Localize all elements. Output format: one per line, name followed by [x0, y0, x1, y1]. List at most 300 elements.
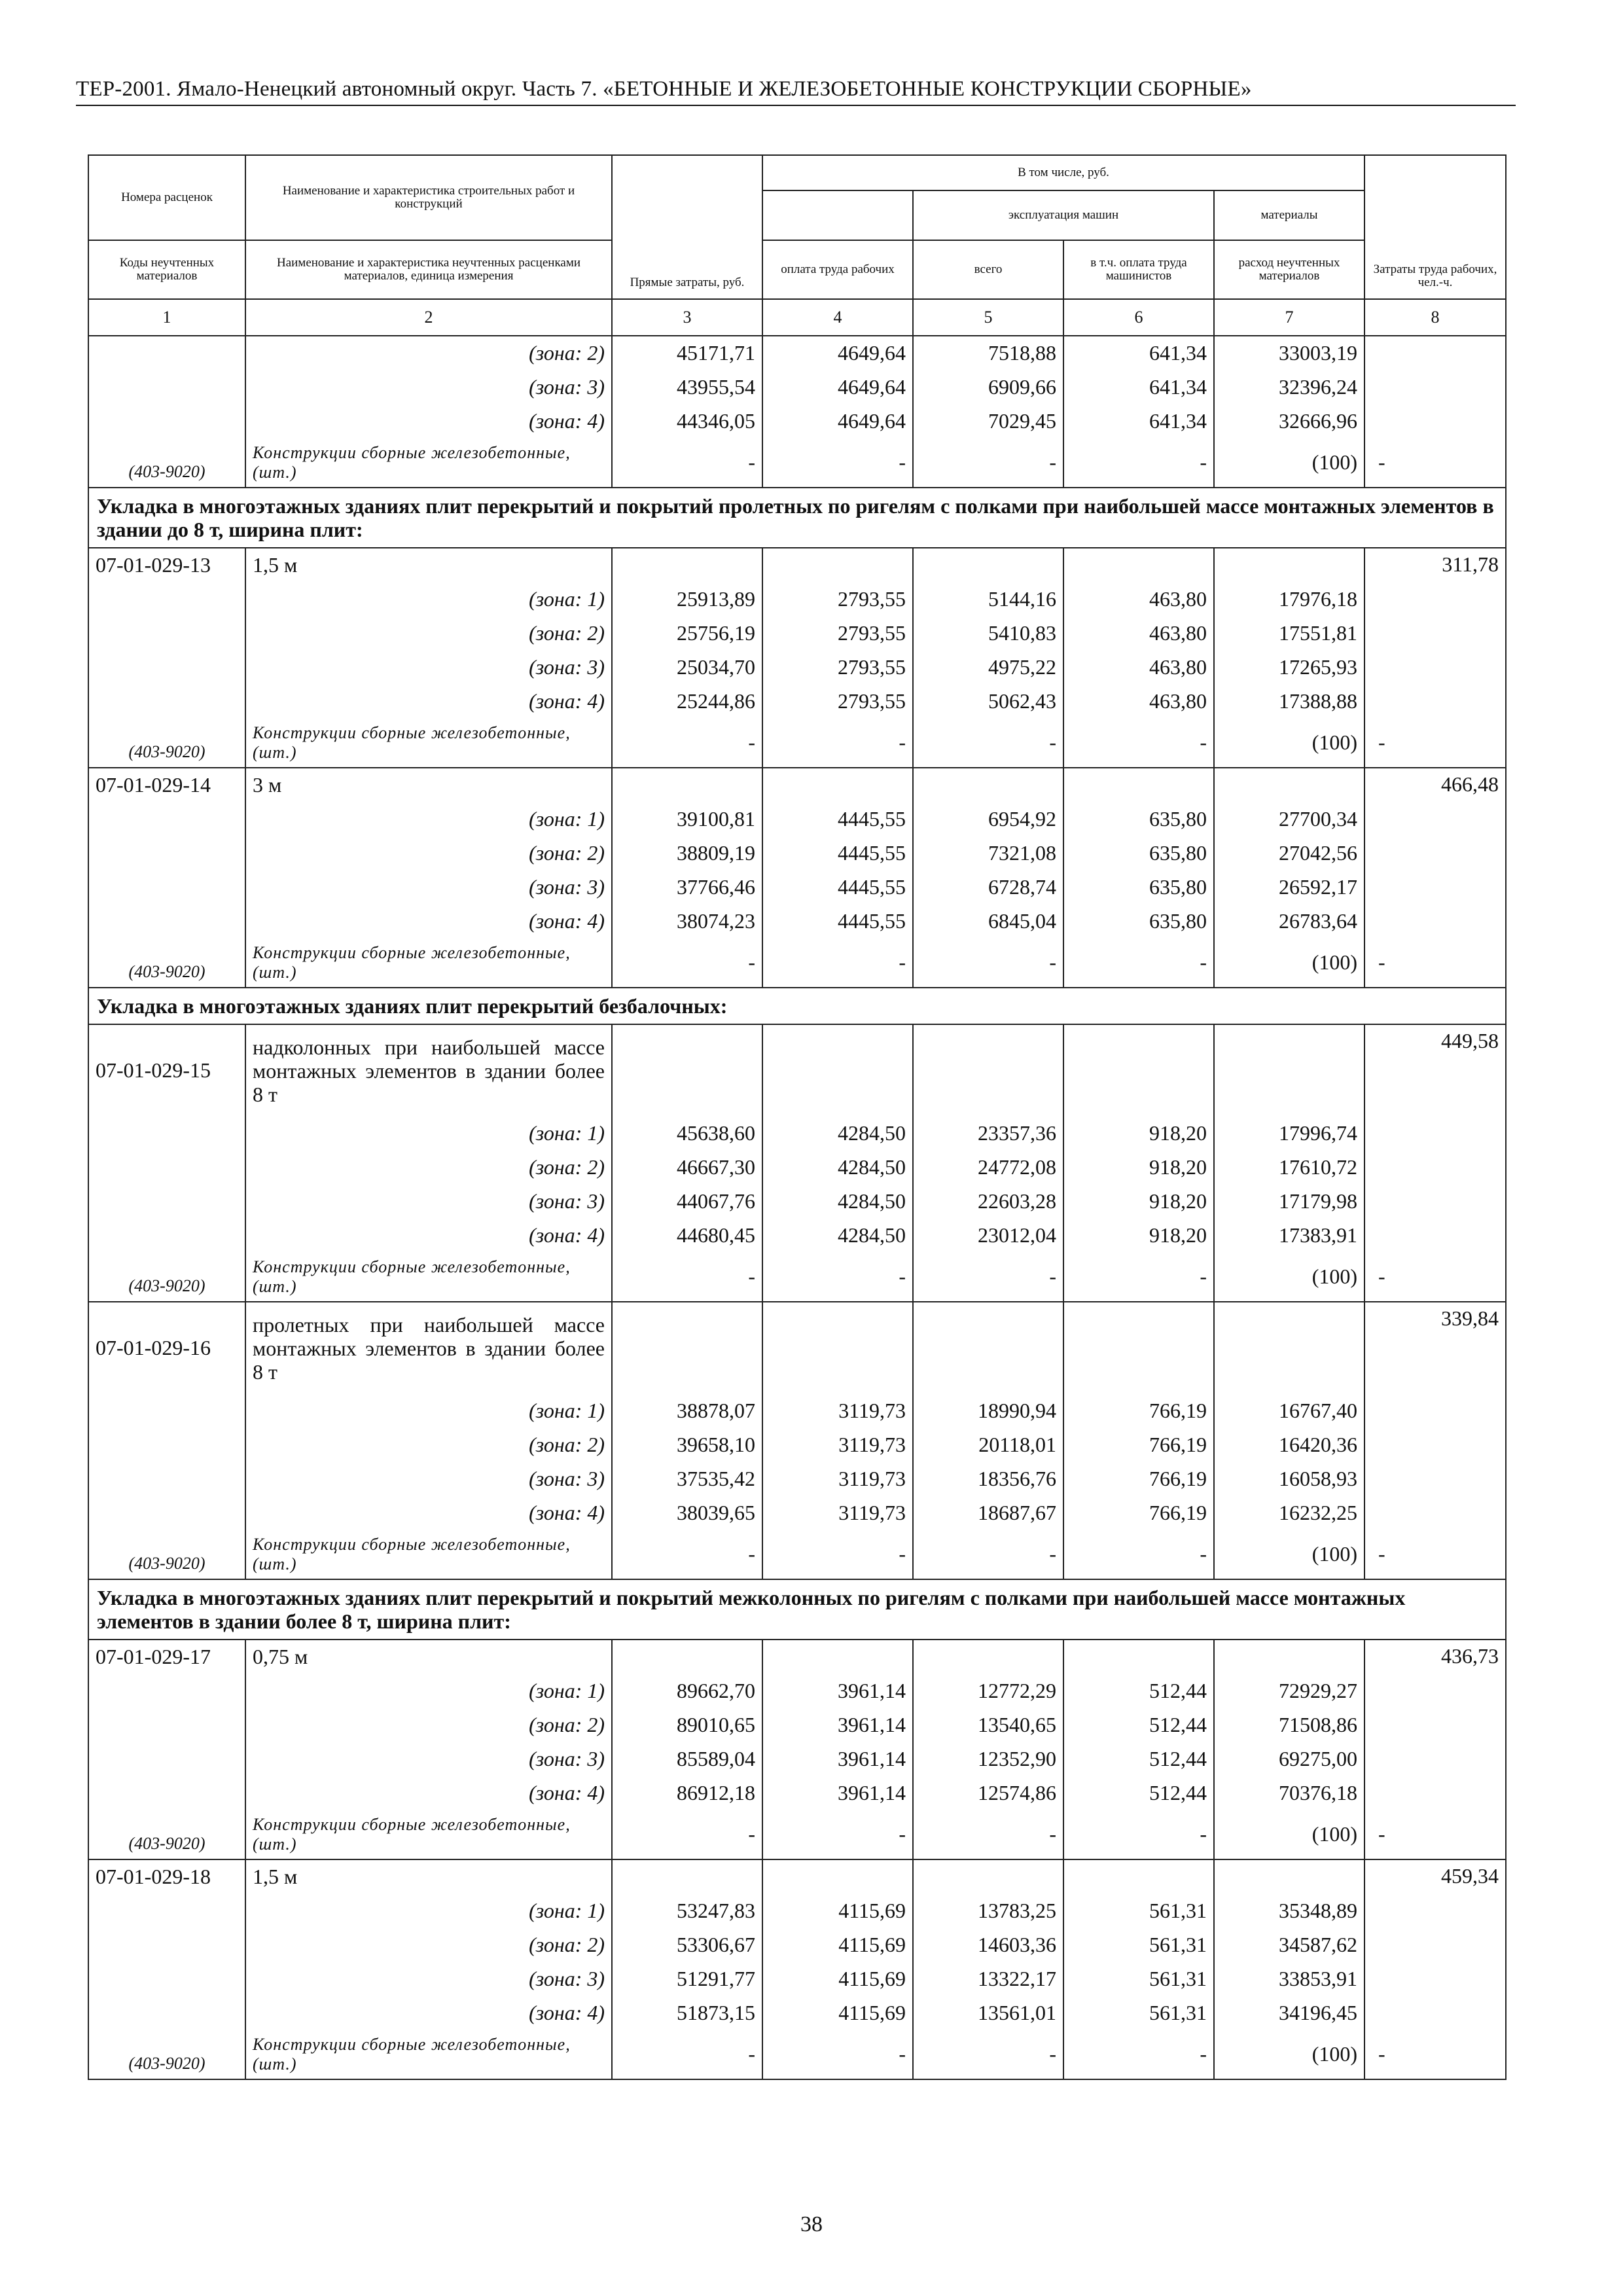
value-cell: 3961,14 — [762, 1674, 913, 1708]
item-code: 07-01-029-16 — [88, 1302, 245, 1393]
value-cell: 512,44 — [1063, 1742, 1214, 1776]
dash-cell: - — [1063, 718, 1214, 768]
value-cell: 3961,14 — [762, 1708, 913, 1742]
zone-label: (зона: 2) — [245, 616, 612, 650]
dash-cell: - — [1364, 938, 1506, 988]
dash-cell: - — [762, 2030, 913, 2079]
dash-cell: - — [762, 438, 913, 488]
value-cell: 4284,50 — [762, 1150, 913, 1184]
empty-cell — [88, 802, 245, 836]
material-code: (403-9020) — [88, 1252, 245, 1302]
value-cell: 7029,45 — [913, 404, 1063, 438]
dash-cell: - — [1063, 938, 1214, 988]
empty-cell — [913, 1859, 1063, 1893]
header-machines: эксплуатация машин — [913, 190, 1214, 240]
value-cell: 44346,05 — [612, 404, 762, 438]
header-col5: всего — [913, 240, 1063, 299]
zone-label: (зона: 1) — [245, 1893, 612, 1928]
material-row — [88, 938, 1506, 988]
value-cell: 37535,42 — [612, 1462, 762, 1496]
zone-label: (зона: 1) — [245, 1393, 612, 1427]
dash-cell: - — [1364, 718, 1506, 768]
value-cell: 918,20 — [1063, 1116, 1214, 1150]
section-title: Укладка в многоэтажных зданиях плит перекрытий и покрытий пролетных по ригелям с полками при наибольшей массе монтажных элементов в здании до 8 т, ширина плит: — [88, 488, 1506, 548]
value-cell: 17179,98 — [1214, 1184, 1364, 1218]
empty-cell — [88, 1462, 245, 1496]
value-cell: 17383,91 — [1214, 1218, 1364, 1252]
empty-cell — [1364, 802, 1506, 836]
empty-cell — [88, 1776, 245, 1810]
value-cell: 34587,62 — [1214, 1928, 1364, 1962]
header-including: В том числе, руб. — [762, 155, 1364, 190]
zone-label: (зона: 4) — [245, 404, 612, 438]
zone-label: (зона: 2) — [245, 836, 612, 870]
value-cell: 766,19 — [1063, 1427, 1214, 1462]
value-cell: 43955,54 — [612, 370, 762, 404]
header-materials: материалы — [1214, 190, 1364, 240]
zone-label: (зона: 2) — [245, 336, 612, 370]
dash-cell: - — [913, 718, 1063, 768]
value-cell: 918,20 — [1063, 1218, 1214, 1252]
zone-label: (зона: 4) — [245, 1776, 612, 1810]
material-row — [88, 438, 1506, 488]
empty-cell — [88, 370, 245, 404]
zone-label: (зона: 4) — [245, 1996, 612, 2030]
value-cell: 27700,34 — [1214, 802, 1364, 836]
dash-cell: - — [612, 938, 762, 988]
value-cell: 766,19 — [1063, 1393, 1214, 1427]
table-row — [88, 1427, 1506, 1462]
page-number: 38 — [800, 2212, 823, 2236]
item-name: пролетных при наибольшей массе монтажных элементов в здании более 8 т — [245, 1302, 612, 1393]
value-cell: 17976,18 — [1214, 582, 1364, 616]
item-name: надколонных при наибольшей массе монтажных элементов в здании более 8 т — [245, 1024, 612, 1116]
value-cell: 512,44 — [1063, 1674, 1214, 1708]
value-cell: 86912,18 — [612, 1776, 762, 1810]
value-cell: 2793,55 — [762, 684, 913, 718]
empty-cell — [1214, 1024, 1364, 1116]
value-cell: 918,20 — [1063, 1184, 1214, 1218]
value-cell: 5144,16 — [913, 582, 1063, 616]
value-cell: 45638,60 — [612, 1116, 762, 1150]
value-cell: 463,80 — [1063, 650, 1214, 684]
empty-cell — [612, 1302, 762, 1393]
value-cell: 17996,74 — [1214, 1116, 1364, 1150]
value-cell: 463,80 — [1063, 582, 1214, 616]
table-row — [88, 1742, 1506, 1776]
item-code: 07-01-029-18 — [88, 1859, 245, 1893]
value-cell: 37766,46 — [612, 870, 762, 904]
value-cell: 17610,72 — [1214, 1150, 1364, 1184]
zone-label: (зона: 3) — [245, 650, 612, 684]
zone-label: (зона: 4) — [245, 1496, 612, 1530]
value-cell: 463,80 — [1063, 616, 1214, 650]
value-cell: 17265,93 — [1214, 650, 1364, 684]
value-cell: 561,31 — [1063, 1962, 1214, 1996]
empty-cell — [88, 1427, 245, 1462]
col-number: 8 — [1364, 299, 1506, 336]
value-cell: 38809,19 — [612, 836, 762, 870]
empty-cell — [88, 1928, 245, 1962]
document-header: ТЕР-2001. Ямало-Ненецкий автономный округ. Часть 7. «БЕТОННЫЕ И ЖЕЛЕЗОБЕТОННЫЕ КОНСТРУКЦИИ СБОРНЫЕ» — [76, 77, 1252, 101]
material-row — [88, 1810, 1506, 1859]
table-row — [88, 1150, 1506, 1184]
empty-cell — [88, 1742, 245, 1776]
empty-cell — [88, 1393, 245, 1427]
value-cell: 7321,08 — [913, 836, 1063, 870]
zone-label: (зона: 2) — [245, 1150, 612, 1184]
header-col4: оплата труда рабочих — [762, 240, 913, 299]
value-cell: 2793,55 — [762, 650, 913, 684]
value-cell: 27042,56 — [1214, 836, 1364, 870]
value-cell: 4445,55 — [762, 904, 913, 938]
value-cell: 6845,04 — [913, 904, 1063, 938]
dash-cell: - — [762, 938, 913, 988]
zone-label: (зона: 1) — [245, 582, 612, 616]
value-cell: 51291,77 — [612, 1962, 762, 1996]
empty-cell — [1364, 1393, 1506, 1427]
header-col4-blank — [762, 190, 913, 240]
table-row — [88, 1218, 1506, 1252]
empty-cell — [1364, 1742, 1506, 1776]
empty-cell — [1364, 1708, 1506, 1742]
value-cell: 89010,65 — [612, 1708, 762, 1742]
item-row — [88, 1640, 1506, 1674]
value-cell: 25034,70 — [612, 650, 762, 684]
empty-cell — [88, 404, 245, 438]
zone-label: (зона: 2) — [245, 1928, 612, 1962]
empty-cell — [762, 1859, 913, 1893]
material-name: Конструкции сборные железобетонные, (шт.) — [245, 1530, 612, 1579]
item-code: 07-01-029-17 — [88, 1640, 245, 1674]
material-code: (403-9020) — [88, 1530, 245, 1579]
table-row — [88, 650, 1506, 684]
dash-cell: - — [1364, 2030, 1506, 2079]
empty-cell — [1364, 1150, 1506, 1184]
material-code: (403-9020) — [88, 718, 245, 768]
empty-cell — [88, 870, 245, 904]
table-row — [88, 1776, 1506, 1810]
labor-cost: 436,73 — [1364, 1640, 1506, 1674]
zone-label: (зона: 1) — [245, 1674, 612, 1708]
material-qty: (100) — [1214, 1530, 1364, 1579]
value-cell: 635,80 — [1063, 836, 1214, 870]
dash-cell: - — [1364, 1252, 1506, 1302]
value-cell: 38039,65 — [612, 1496, 762, 1530]
value-cell: 766,19 — [1063, 1462, 1214, 1496]
material-qty: (100) — [1214, 938, 1364, 988]
item-name: 1,5 м — [245, 548, 612, 582]
value-cell: 33853,91 — [1214, 1962, 1364, 1996]
table-row — [88, 1893, 1506, 1928]
empty-cell — [88, 1496, 245, 1530]
item-row — [88, 768, 1506, 802]
dash-cell: - — [762, 1252, 913, 1302]
table-row — [88, 1496, 1506, 1530]
zone-label: (зона: 1) — [245, 802, 612, 836]
dash-cell: - — [762, 1810, 913, 1859]
value-cell: 89662,70 — [612, 1674, 762, 1708]
col-number: 5 — [913, 299, 1063, 336]
dash-cell: - — [913, 1530, 1063, 1579]
empty-cell — [1364, 870, 1506, 904]
value-cell: 23012,04 — [913, 1218, 1063, 1252]
value-cell: 70376,18 — [1214, 1776, 1364, 1810]
dash-cell: - — [1364, 1530, 1506, 1579]
empty-cell — [88, 684, 245, 718]
empty-cell — [762, 1640, 913, 1674]
item-row — [88, 1302, 1506, 1393]
material-qty: (100) — [1214, 1810, 1364, 1859]
material-name: Конструкции сборные железобетонные, (шт.) — [245, 438, 612, 488]
value-cell: 18990,94 — [913, 1393, 1063, 1427]
value-cell: 25756,19 — [612, 616, 762, 650]
empty-cell — [1364, 1996, 1506, 2030]
value-cell: 635,80 — [1063, 870, 1214, 904]
header-rule — [76, 105, 1516, 106]
value-cell: 4284,50 — [762, 1218, 913, 1252]
col-number: 3 — [612, 299, 762, 336]
dash-cell: - — [1364, 1810, 1506, 1859]
dash-cell: - — [1063, 1810, 1214, 1859]
empty-cell — [88, 1184, 245, 1218]
value-cell: 25244,86 — [612, 684, 762, 718]
value-cell: 13322,17 — [913, 1962, 1063, 1996]
col-number: 2 — [245, 299, 612, 336]
empty-cell — [1063, 1640, 1214, 1674]
empty-cell — [88, 1893, 245, 1928]
empty-cell — [88, 1150, 245, 1184]
header-col3: Прямые затраты, руб. — [612, 155, 762, 299]
value-cell: 3119,73 — [762, 1496, 913, 1530]
table-row — [88, 1928, 1506, 1962]
value-cell: 2793,55 — [762, 582, 913, 616]
empty-cell — [612, 1859, 762, 1893]
dash-cell: - — [913, 1252, 1063, 1302]
value-cell: 16232,25 — [1214, 1496, 1364, 1530]
empty-cell — [1214, 1302, 1364, 1393]
empty-cell — [1364, 1962, 1506, 1996]
value-cell: 4649,64 — [762, 370, 913, 404]
material-name: Конструкции сборные железобетонные, (шт.) — [245, 718, 612, 768]
empty-cell — [1214, 1859, 1364, 1893]
value-cell: 5410,83 — [913, 616, 1063, 650]
value-cell: 32666,96 — [1214, 404, 1364, 438]
value-cell: 33003,19 — [1214, 336, 1364, 370]
value-cell: 766,19 — [1063, 1496, 1214, 1530]
empty-cell — [88, 336, 245, 370]
dash-cell: - — [612, 1252, 762, 1302]
item-name: 1,5 м — [245, 1859, 612, 1893]
value-cell: 51873,15 — [612, 1996, 762, 2030]
dash-cell: - — [1063, 1530, 1214, 1579]
empty-cell — [1364, 1427, 1506, 1462]
value-cell: 16420,36 — [1214, 1427, 1364, 1462]
value-cell: 39658,10 — [612, 1427, 762, 1462]
dash-cell: - — [913, 938, 1063, 988]
empty-cell — [1364, 616, 1506, 650]
material-name: Конструкции сборные железобетонные, (шт.) — [245, 2030, 612, 2079]
table-row — [88, 1674, 1506, 1708]
dash-cell: - — [1364, 438, 1506, 488]
empty-cell — [88, 650, 245, 684]
table-row — [88, 582, 1506, 616]
value-cell: 20118,01 — [913, 1427, 1063, 1462]
col-number: 7 — [1214, 299, 1364, 336]
empty-cell — [1364, 650, 1506, 684]
dash-cell: - — [913, 1810, 1063, 1859]
labor-cost: 466,48 — [1364, 768, 1506, 802]
dash-cell: - — [762, 718, 913, 768]
value-cell: 69275,00 — [1214, 1742, 1364, 1776]
empty-cell — [1364, 1184, 1506, 1218]
value-cell: 4445,55 — [762, 870, 913, 904]
table-row — [88, 1184, 1506, 1218]
dash-cell: - — [913, 438, 1063, 488]
zone-label: (зона: 4) — [245, 684, 612, 718]
table-row — [88, 1708, 1506, 1742]
empty-cell — [1364, 904, 1506, 938]
value-cell: 3119,73 — [762, 1462, 913, 1496]
empty-cell — [1364, 836, 1506, 870]
value-cell: 39100,81 — [612, 802, 762, 836]
value-cell: 4445,55 — [762, 836, 913, 870]
value-cell: 4649,64 — [762, 404, 913, 438]
value-cell: 4115,69 — [762, 1893, 913, 1928]
empty-cell — [913, 1302, 1063, 1393]
labor-cost: 339,84 — [1364, 1302, 1506, 1393]
header-col6: в т.ч. оплата труда машинистов — [1063, 240, 1214, 299]
dash-cell: - — [612, 2030, 762, 2079]
value-cell: 17551,81 — [1214, 616, 1364, 650]
table-row — [88, 836, 1506, 870]
value-cell: 16058,93 — [1214, 1462, 1364, 1496]
header-col1-bottom: Коды неучтенных материалов — [88, 240, 245, 299]
value-cell: 4115,69 — [762, 1962, 913, 1996]
empty-cell — [1214, 548, 1364, 582]
item-name: 3 м — [245, 768, 612, 802]
material-name: Конструкции сборные железобетонные, (шт.) — [245, 1810, 612, 1859]
value-cell: 44680,45 — [612, 1218, 762, 1252]
value-cell: 46667,30 — [612, 1150, 762, 1184]
material-qty: (100) — [1214, 438, 1364, 488]
table-row — [88, 1116, 1506, 1150]
material-row — [88, 718, 1506, 768]
value-cell: 13540,65 — [913, 1708, 1063, 1742]
value-cell: 13561,01 — [913, 1996, 1063, 2030]
table-row — [88, 616, 1506, 650]
empty-cell — [1364, 684, 1506, 718]
value-cell: 18687,67 — [913, 1496, 1063, 1530]
value-cell: 45171,71 — [612, 336, 762, 370]
table-row — [88, 1962, 1506, 1996]
dash-cell: - — [612, 1810, 762, 1859]
zone-label: (зона: 3) — [245, 370, 612, 404]
empty-cell — [1364, 1462, 1506, 1496]
empty-cell — [88, 1674, 245, 1708]
dash-cell: - — [762, 1530, 913, 1579]
section-row — [88, 488, 1506, 548]
value-cell: 85589,04 — [612, 1742, 762, 1776]
empty-cell — [1214, 1640, 1364, 1674]
value-cell: 7518,88 — [913, 336, 1063, 370]
value-cell: 3961,14 — [762, 1742, 913, 1776]
empty-cell — [1364, 1116, 1506, 1150]
empty-cell — [88, 836, 245, 870]
material-code: (403-9020) — [88, 2030, 245, 2079]
labor-cost: 311,78 — [1364, 548, 1506, 582]
section-title: Укладка в многоэтажных зданиях плит перекрытий безбалочных: — [88, 988, 1506, 1024]
value-cell: 4115,69 — [762, 1928, 913, 1962]
empty-cell — [1063, 1859, 1214, 1893]
value-cell: 13783,25 — [913, 1893, 1063, 1928]
empty-cell — [1364, 1674, 1506, 1708]
value-cell: 23357,36 — [913, 1116, 1063, 1150]
empty-cell — [612, 768, 762, 802]
value-cell: 918,20 — [1063, 1150, 1214, 1184]
empty-cell — [1364, 1928, 1506, 1962]
item-row — [88, 1859, 1506, 1893]
value-cell: 17388,88 — [1214, 684, 1364, 718]
empty-cell — [612, 1640, 762, 1674]
zone-label: (зона: 2) — [245, 1427, 612, 1462]
empty-cell — [88, 1962, 245, 1996]
empty-cell — [1364, 336, 1506, 370]
header-col7: расход неучтенных материалов — [1214, 240, 1364, 299]
value-cell: 14603,36 — [913, 1928, 1063, 1962]
zone-label: (зона: 4) — [245, 904, 612, 938]
value-cell: 4284,50 — [762, 1184, 913, 1218]
table-row — [88, 802, 1506, 836]
value-cell: 4649,64 — [762, 336, 913, 370]
empty-cell — [1364, 582, 1506, 616]
value-cell: 6954,92 — [913, 802, 1063, 836]
empty-cell — [88, 582, 245, 616]
col-number: 4 — [762, 299, 913, 336]
empty-cell — [612, 1024, 762, 1116]
value-cell: 3961,14 — [762, 1776, 913, 1810]
empty-cell — [1364, 1496, 1506, 1530]
zone-label: (зона: 3) — [245, 1962, 612, 1996]
material-row — [88, 1530, 1506, 1579]
empty-cell — [762, 1302, 913, 1393]
table-row — [88, 1462, 1506, 1496]
value-cell: 512,44 — [1063, 1708, 1214, 1742]
zone-label: (зона: 3) — [245, 1462, 612, 1496]
material-name: Конструкции сборные железобетонные, (шт.) — [245, 938, 612, 988]
value-cell: 24772,08 — [913, 1150, 1063, 1184]
item-code: 07-01-029-15 — [88, 1024, 245, 1116]
value-cell: 16767,40 — [1214, 1393, 1364, 1427]
material-code: (403-9020) — [88, 438, 245, 488]
zone-label: (зона: 1) — [245, 1116, 612, 1150]
value-cell: 3119,73 — [762, 1427, 913, 1462]
zone-label: (зона: 2) — [245, 1708, 612, 1742]
value-cell: 12574,86 — [913, 1776, 1063, 1810]
empty-cell — [1364, 1776, 1506, 1810]
section-row — [88, 988, 1506, 1024]
value-cell: 4975,22 — [913, 650, 1063, 684]
item-row — [88, 548, 1506, 582]
empty-cell — [1364, 370, 1506, 404]
value-cell: 12352,90 — [913, 1742, 1063, 1776]
table-row — [88, 1393, 1506, 1427]
empty-cell — [913, 1640, 1063, 1674]
empty-cell — [913, 1024, 1063, 1116]
value-cell: 4284,50 — [762, 1116, 913, 1150]
value-cell: 38878,07 — [612, 1393, 762, 1427]
table-row — [88, 684, 1506, 718]
